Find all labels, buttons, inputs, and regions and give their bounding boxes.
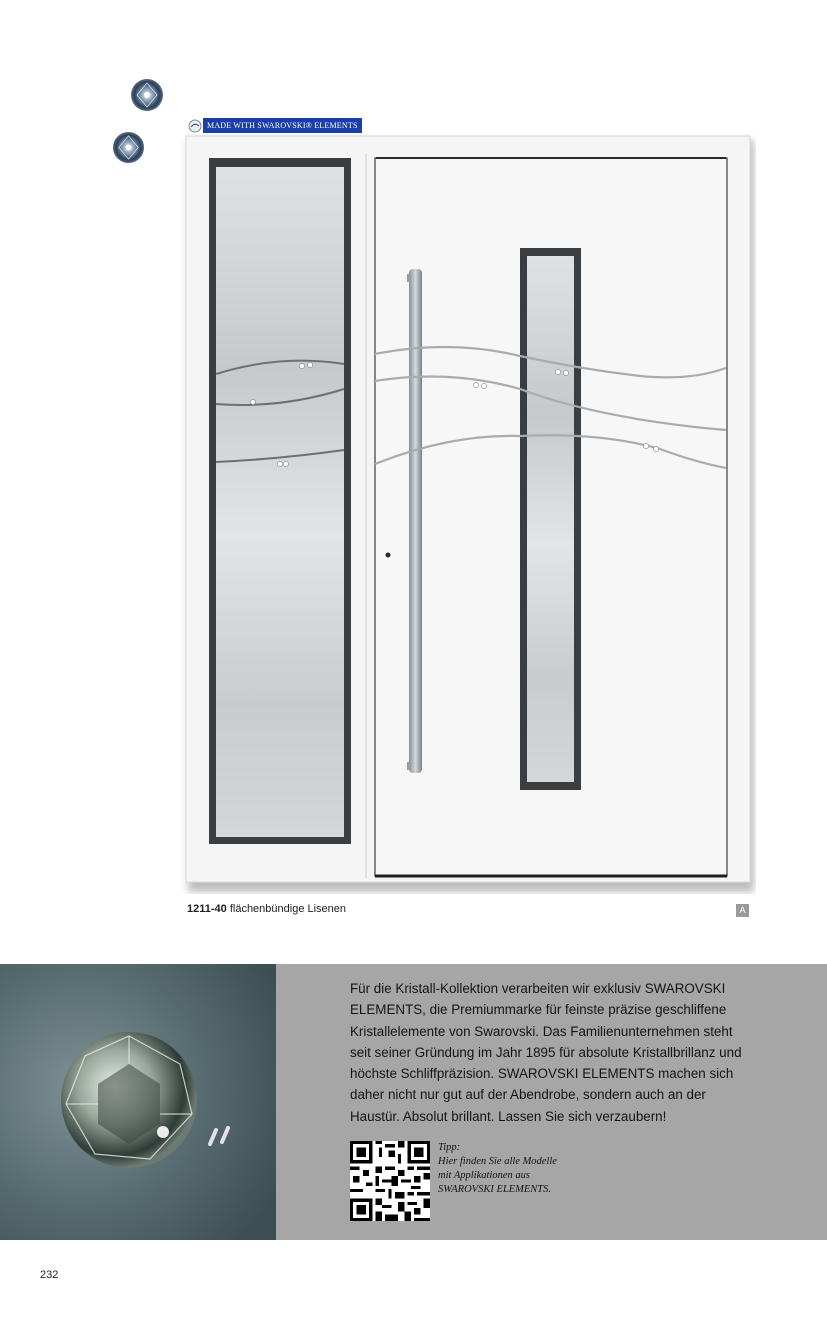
body-text: Für die Kristall-Kollektion verarbeiten wir exklusiv SWAROVSKI ELEMENTS, die Premiummarke für feinste präzise geschliffene Kristallelemente von Swarovski. Das Familienunternehmen steht seit seiner Gründung im Jahr 1895 für absolute Kristallbrillanz und höchste Schliffpräzision. SWAROVSKI ELEMENTS machen sich daher nicht nur gut auf der Abendrobe, sondern auch an der Haustür. Absolut brillant. Lassen Sie sich verzaubern! xyxy=(350,981,742,1124)
crystal-dot xyxy=(299,363,304,368)
crystal-dot xyxy=(250,399,255,404)
crystal-ornament-icon xyxy=(112,131,145,164)
mullion xyxy=(365,154,367,878)
handle-bracket-top xyxy=(407,274,411,282)
crystal-dot xyxy=(555,369,560,374)
crystal-ornament-icon xyxy=(130,78,164,112)
lock-cylinder xyxy=(386,553,391,558)
crystal-photo xyxy=(0,964,276,1240)
sidelight-glass xyxy=(216,167,344,837)
swarovski-badge xyxy=(188,118,362,133)
model-number: 1211-40 xyxy=(187,903,227,915)
swan-logo-icon xyxy=(188,119,202,133)
model-description: flächenbündige Lisenen xyxy=(226,903,347,915)
tip-note xyxy=(438,1141,557,1197)
tip-heading: Tipp: xyxy=(438,1142,461,1153)
gem-sparkle xyxy=(157,1126,169,1138)
door-illustration xyxy=(180,134,756,894)
badge-label: MADE WITH SWAROVSKI® ELEMENTS xyxy=(203,118,362,133)
door-window-glass xyxy=(527,256,574,782)
crystal-dot xyxy=(643,443,648,448)
crystal-dot xyxy=(473,382,478,387)
crystal-dot xyxy=(277,461,282,466)
info-band xyxy=(0,964,827,1240)
qr-code-icon[interactable] xyxy=(350,1141,430,1221)
page-number: 232 xyxy=(40,1269,59,1281)
crystal-dot xyxy=(653,446,658,451)
tip-line: SWAROVSKI ELEMENTS. xyxy=(438,1184,552,1195)
variant-badge: A xyxy=(736,904,749,917)
figure-caption xyxy=(187,903,346,915)
tip-line: mit Applikationen aus xyxy=(438,1170,530,1181)
crystal-dot xyxy=(563,370,568,375)
tip-line: Hier finden Sie alle Modelle xyxy=(438,1156,557,1167)
crystal-dot xyxy=(283,461,288,466)
door-handle xyxy=(409,269,422,773)
handle-bracket-bottom xyxy=(407,762,411,770)
crystal-dot xyxy=(307,362,312,367)
crystal-dot xyxy=(481,383,486,388)
